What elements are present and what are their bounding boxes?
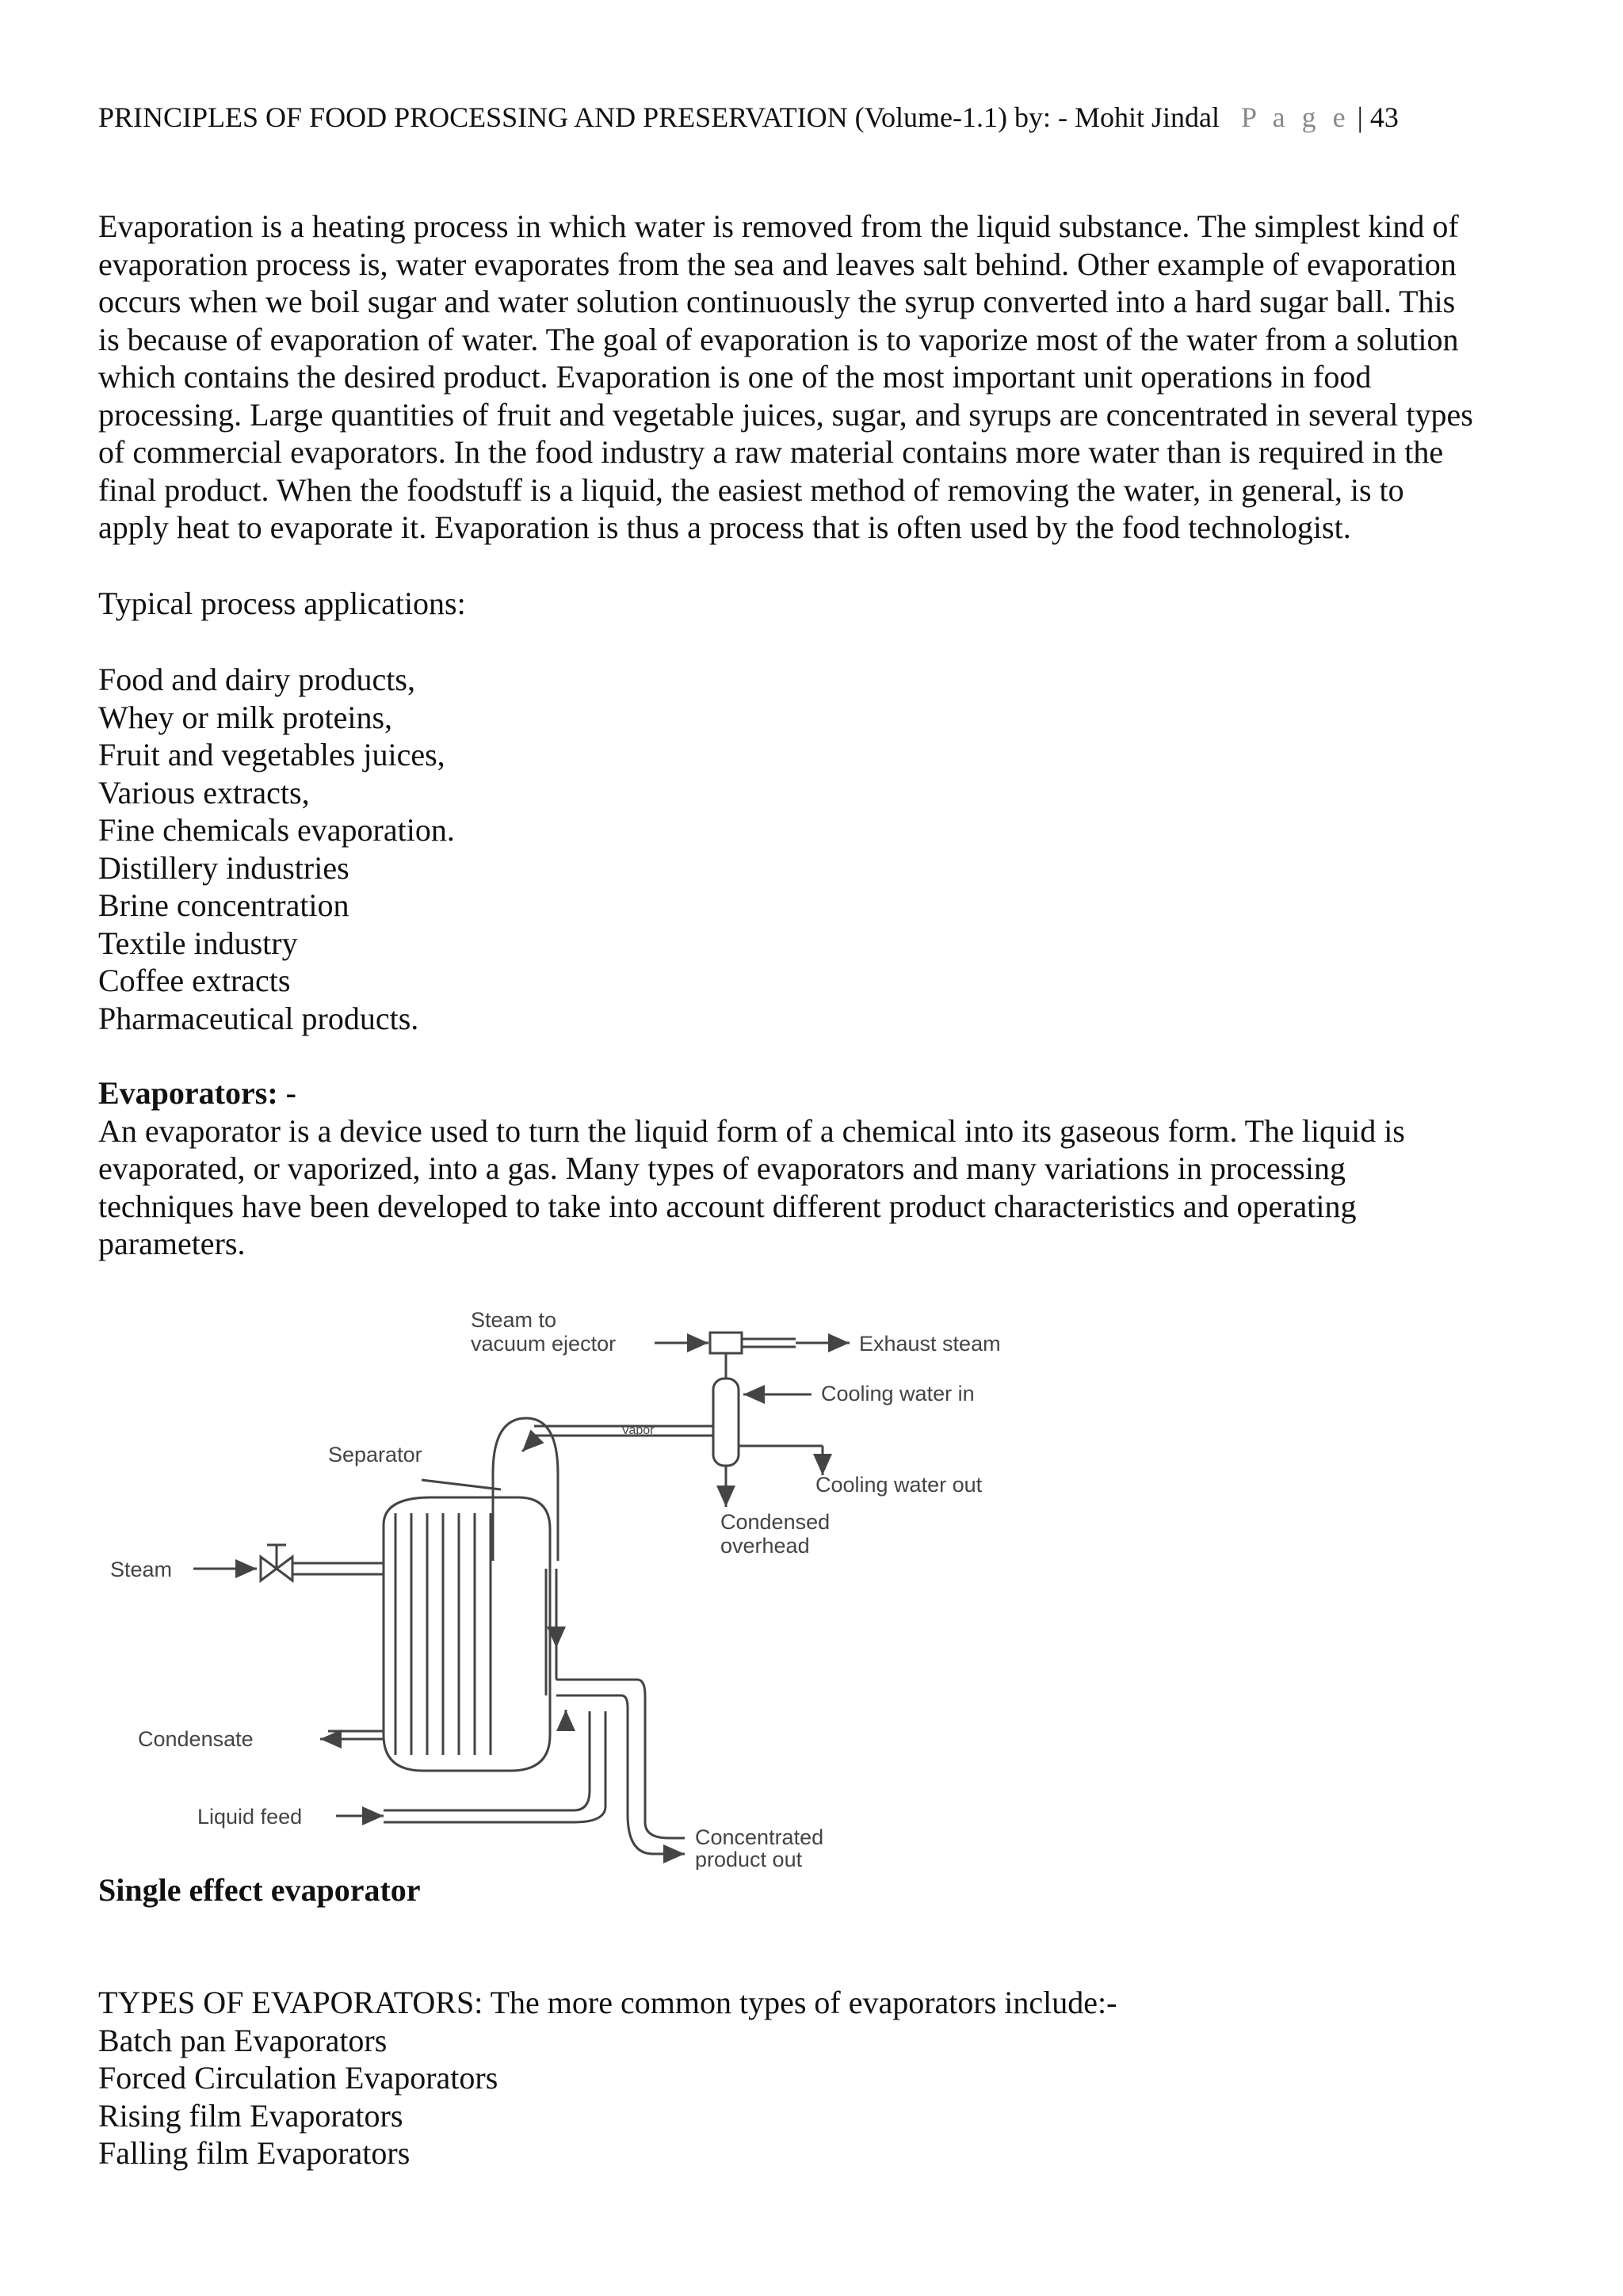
type-item: Batch pan Evaporators xyxy=(98,2022,388,2058)
evaporators-line: An evaporator is a device used to turn the liquid form of a chemical into its gaseous form. The liquid is xyxy=(98,1112,1405,1149)
applications-list xyxy=(98,661,455,1037)
applications-heading-block xyxy=(98,585,466,623)
evaporator-diagram xyxy=(98,1299,1049,1870)
label-exhaust-steam: Exhaust steam xyxy=(859,1332,1001,1356)
evaporators-line: techniques have been developed to take into account different product characteristics and operating xyxy=(98,1188,1357,1224)
application-item: Fine chemicals evaporation. xyxy=(98,812,455,848)
application-item: Food and dairy products, xyxy=(98,662,415,697)
label-condensed: Condensed xyxy=(720,1510,831,1534)
intro-line: of commercial evaporators. In the food industry a raw material contains more water than is required in the xyxy=(98,434,1444,470)
intro-line: processing. Large quantities of fruit and vegetable juices, sugar, and syrups are concentrated in several types xyxy=(98,396,1473,433)
types-section xyxy=(98,1984,1117,2172)
intro-line: occurs when we boil sugar and water solution continuously the syrup converted into a hard sugar ball. This xyxy=(98,284,1456,319)
label-vapor: Vapor xyxy=(621,1424,655,1437)
types-heading: TYPES OF EVAPORATORS: The more common types of evaporators include:- xyxy=(98,1985,1117,2020)
application-item: Distillery industries xyxy=(98,849,349,886)
evaporators-section xyxy=(98,1074,1405,1263)
label-vacuum-ejector: vacuum ejector xyxy=(471,1332,617,1356)
intro-line: apply heat to evaporate it. Evaporation is thus a process that is often used by the food technologist. xyxy=(98,509,1351,545)
page-header xyxy=(98,100,1399,135)
intro-line: which contains the desired product. Evaporation is one of the most important unit operations in food xyxy=(98,359,1372,395)
intro-line: evaporation process is, water evaporates from the sea and leaves salt behind. Other example of evaporation xyxy=(98,246,1457,282)
label-steam: Steam xyxy=(110,1558,173,1581)
intro-line: Evaporation is a heating process in which water is removed from the liquid substance. The simplest kind of xyxy=(98,208,1459,244)
application-item: Various extracts, xyxy=(98,774,310,810)
evaporators-heading: Evaporators: - xyxy=(98,1075,296,1111)
application-item: Pharmaceutical products. xyxy=(98,1000,419,1036)
label-cooling-water-in: Cooling water in xyxy=(821,1382,975,1405)
diagram-caption-block xyxy=(98,1871,421,1909)
application-item: Textile industry xyxy=(98,925,298,961)
label-liquid-feed: Liquid feed xyxy=(197,1805,303,1829)
label-concentrated: Concentrated xyxy=(695,1825,824,1849)
evaporators-line: parameters. xyxy=(98,1226,246,1261)
intro-paragraph xyxy=(98,208,1473,547)
page-separator: | xyxy=(1357,101,1363,133)
label-cooling-water-out: Cooling water out xyxy=(815,1473,983,1497)
header-title: PRINCIPLES OF FOOD PROCESSING AND PRESERVATION (Volume-1.1) by: - Mohit Jindal xyxy=(98,101,1220,133)
application-item: Coffee extracts xyxy=(98,963,291,998)
intro-line: final product. When the foodstuff is a liquid, the easiest method of removing the water, in general, is to xyxy=(98,471,1404,508)
diagram-caption: Single effect evaporator xyxy=(98,1872,421,1908)
applications-heading: Typical process applications: xyxy=(98,585,466,621)
type-item: Forced Circulation Evaporators xyxy=(98,2060,498,2096)
application-item: Brine concentration xyxy=(98,887,349,923)
label-steam-to: Steam to xyxy=(471,1308,557,1332)
type-item: Falling film Evaporators xyxy=(98,2135,411,2171)
page-number: 43 xyxy=(1369,101,1399,133)
application-item: Whey or milk proteins, xyxy=(98,699,393,735)
label-product-out: product out xyxy=(695,1848,803,1870)
page-label: P a g e xyxy=(1240,101,1350,133)
application-item: Fruit and vegetables juices, xyxy=(98,737,445,772)
label-overhead: overhead xyxy=(720,1534,810,1558)
type-item: Rising film Evaporators xyxy=(98,2097,403,2134)
intro-line: is because of evaporation of water. The goal of evaporation is to vaporize most of the water from a solution xyxy=(98,321,1459,357)
label-separator: Separator xyxy=(328,1443,422,1466)
label-condensate: Condensate xyxy=(138,1727,254,1751)
evaporators-line: evaporated, or vaporized, into a gas. Many types of evaporators and many variations in processing xyxy=(98,1150,1346,1186)
